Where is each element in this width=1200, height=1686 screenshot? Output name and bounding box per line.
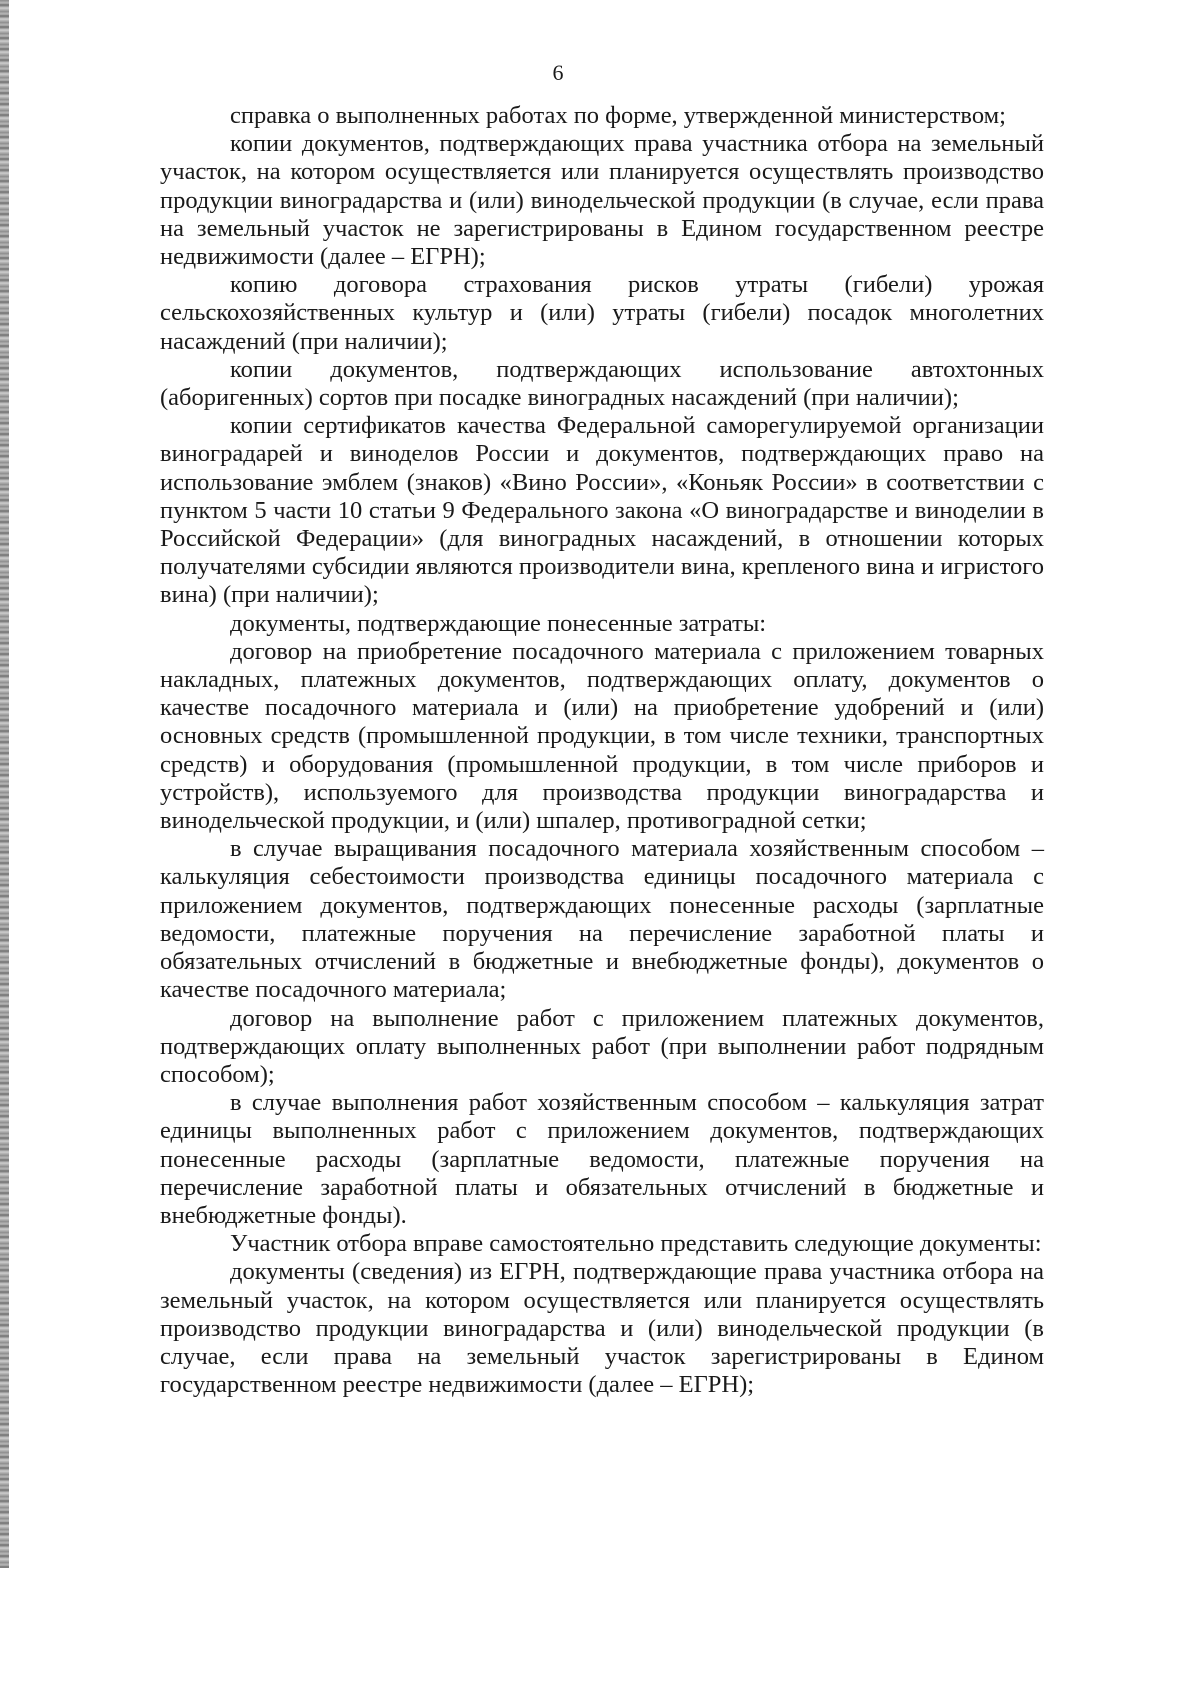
paragraph-expense-documents: документы, подтверждающие понесенные затраты: [230, 609, 767, 637]
paragraph-own-planting-material: в случае выращивания посадочного материала хозяйственным способом – калькуляция себестоимости производства единицы посадочного материала с приложением документов, подтверждающих понесенные расходы (зарплатные ведомости, платежные поручения на перечисление заработной платы и обязательных отчислений в бюджетные и внебюджетные фонды), документов о качестве посадочного материала; [160, 835, 1044, 1004]
paragraph-land-rights-copies: копии документов, подтверждающих права участника отбора на земельный участок, на котором осуществляется или планируется осуществлять производство продукции виноградарства и (или) винодельческой продукции (в случае, если права на земельный участок не зарегистрированы в Едином государственном реестре недвижимости (далее – ЕГРН); [160, 130, 1044, 271]
scan-edge [0, 0, 9, 1568]
page-number: 6 [552, 60, 564, 85]
paragraph-egrn-documents: документы (сведения) из ЕГРН, подтверждающие права участника отбора на земельный участок, на котором осуществляется или планируется осуществлять производство продукции виноградарства и (или) винодельческой продукции (в случае, если права на земельный участок зарегистрированы в Едином государственном реестре недвижимости (далее – ЕГРН); [160, 1258, 1044, 1399]
paragraph-purchase-contract: договор на приобретение посадочного материала с приложением товарных накладных, платежных документов, подтверждающих оплату, документов о качестве посадочного материала и (или) на приобретение удобрений и (или) основных средств (промышленной продукции, в том числе техники, транспортных средств) и оборудования (промышленной продукции, в том числе приборов и устройств), используемого для производства продукции виноградарства и винодельческой продукции, и (или) шпалер, противоградной сетки; [160, 637, 1044, 835]
paragraph-autochthonous-varieties: копии документов, подтверждающих использование автохтонных (аборигенных) сортов при посадке виноградных насаждений (при наличии); [160, 355, 1044, 412]
paragraph-works-contract: договор на выполнение работ с приложением платежных документов, подтверждающих оплату выполненных работ (при выполнении работ подрядным способом); [160, 1004, 1044, 1088]
document-body [160, 102, 1044, 1399]
paragraph-quality-certificates: копии сертификатов качества Федеральной саморегулируемой организации виноградарей и виноделов России и документов, подтверждающих право на использование эмблем (знаков) «Вино России», «Коньяк России» в соответствии с пунктом 5 части 10 статьи 9 Федерального закона «О виноградарстве и виноделии в Российской Федерации» (для виноградных насаждений, в отношении которых получателями субсидии являются производители вина, крепленого вина и игристого вина) (при наличии); [160, 412, 1044, 609]
paragraph-work-certificate: справка о выполненных работах по форме, утвержденной министерством; [230, 102, 1006, 129]
paragraph-insurance-contract: копию договора страхования рисков утраты (гибели) урожая сельскохозяйственных культур и (или) утраты (гибели) посадок многолетних насаждений (при наличии); [160, 271, 1044, 355]
paragraph-own-works: в случае выполнения работ хозяйственным способом – калькуляция затрат единицы выполненных работ с приложением документов, подтверждающих понесенные расходы (зарплатные ведомости, платежные поручения на перечисление заработной платы и обязательных отчислений в бюджетные и внебюджетные фонды). [160, 1089, 1044, 1229]
paragraph-optional-documents: Участник отбора вправе самостоятельно представить следующие документы: [230, 1230, 1042, 1258]
